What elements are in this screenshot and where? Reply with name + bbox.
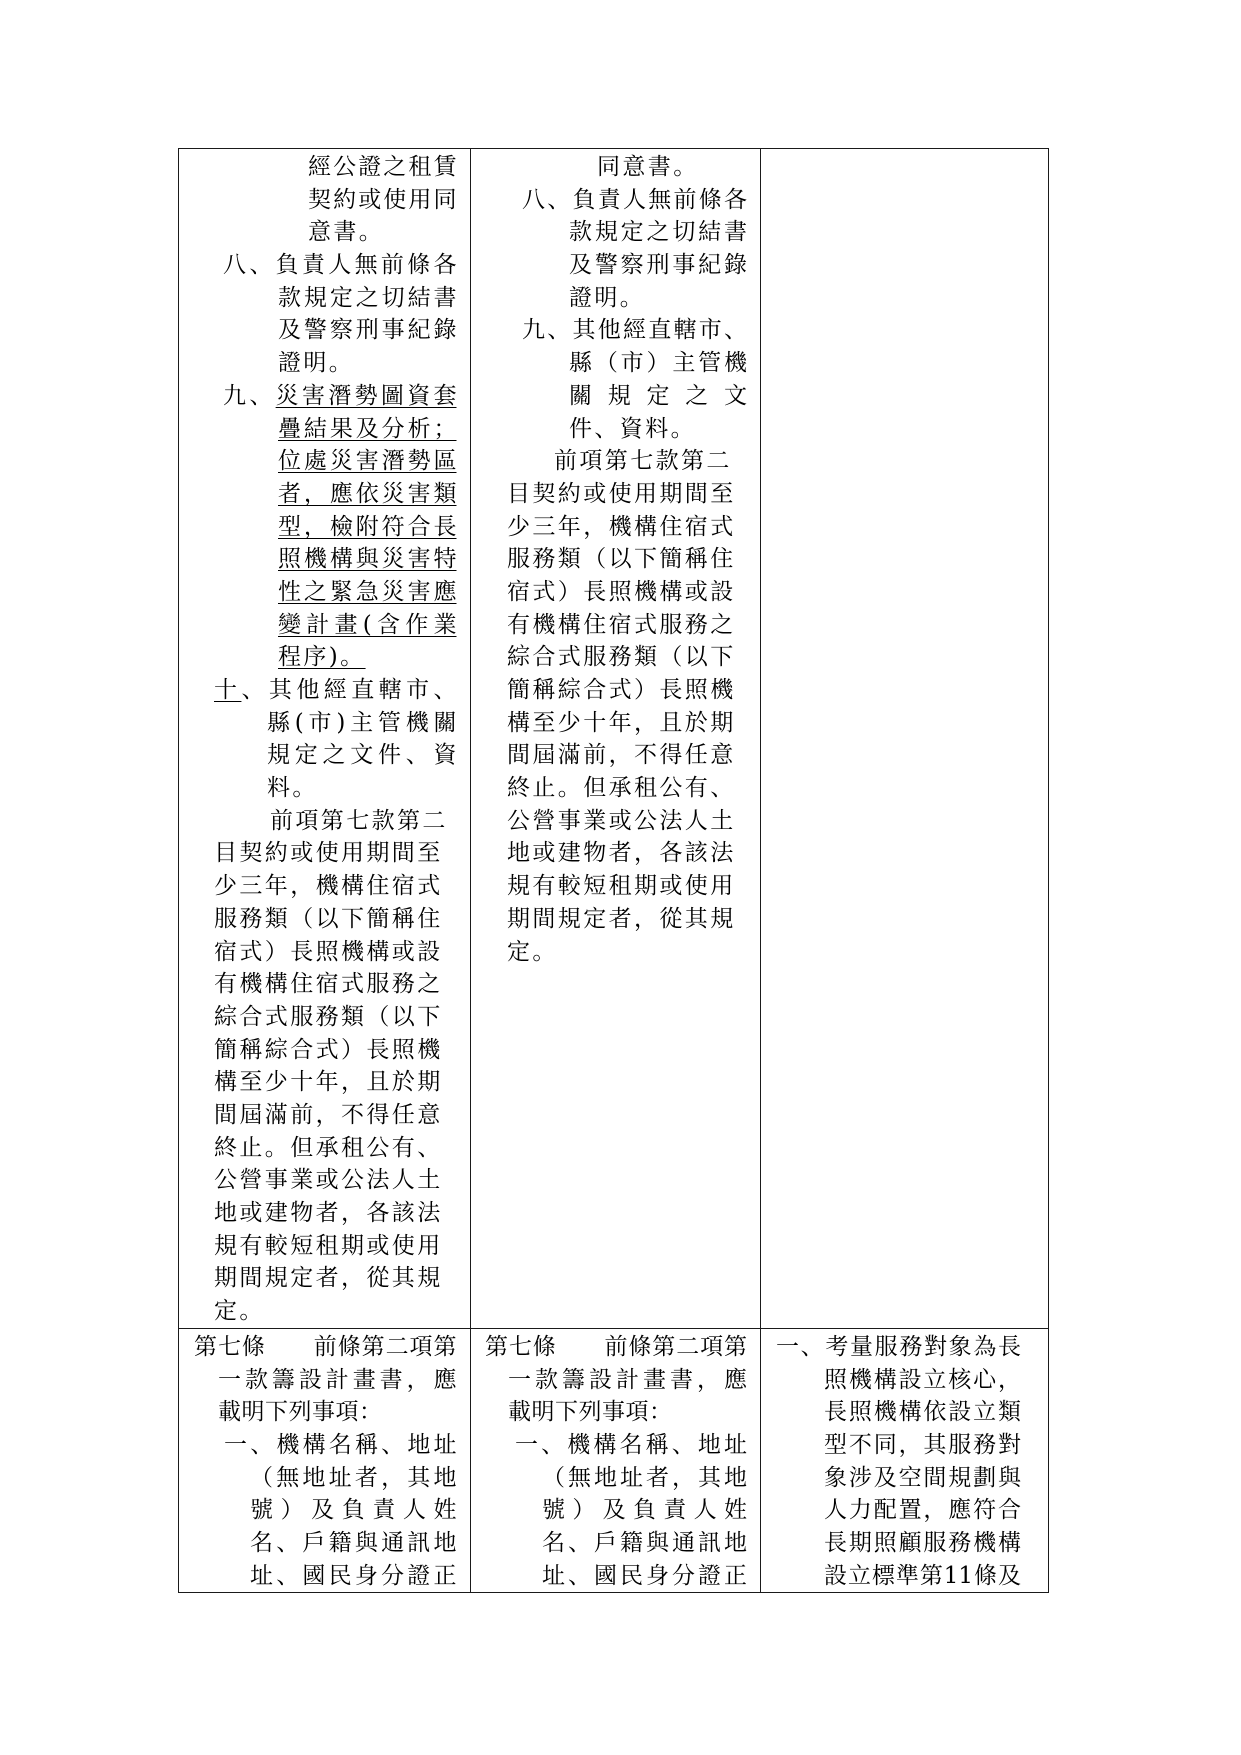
revised-line: 載明下列事項：: [218, 1399, 383, 1426]
explanation-line: 照機構設立核心，: [824, 1366, 1021, 1393]
explanation-line: 人力配置，應符合: [824, 1497, 1021, 1524]
current-line: 八、負責人無前條各: [522, 186, 747, 213]
revised-line: 定。: [214, 1298, 265, 1325]
amended-text: 災害潛勢圖資套: [275, 382, 457, 409]
revised-cell: [178, 1328, 470, 1593]
current-line: 址、國民身分證正: [542, 1562, 747, 1589]
amended-line: 者，應依災害類: [278, 480, 457, 507]
revised-line: 規定之文件、資: [267, 742, 457, 769]
explanation-cell: [760, 1328, 1049, 1593]
current-line: 名、戶籍與通訊地: [542, 1530, 747, 1557]
revised-line: 款規定之切結書: [278, 284, 457, 311]
current-line: 簡稱綜合式）長照機: [507, 677, 736, 703]
revised-line: 及警察刑事紀錄: [278, 317, 457, 344]
revised-line: 少三年，機構住宿式: [214, 873, 443, 900]
revised-line: 公營事業或公法人土: [214, 1167, 443, 1194]
current-line: 載明下列事項：: [508, 1399, 673, 1426]
amended-line: 變計畫(含作業: [278, 611, 457, 638]
current-line: （無地址者，其地: [542, 1464, 747, 1491]
revised-line: 一款籌設計畫書，應: [218, 1366, 457, 1393]
current-line: 證明。: [569, 284, 646, 311]
current-line: 地或建物者，各該法: [507, 840, 736, 867]
current-line: 公營事業或公法人土: [507, 807, 736, 834]
revised-line: 終止。但承租公有、: [214, 1134, 443, 1161]
item-number: 九、: [223, 382, 276, 409]
revised-line: 地或建物者，各該法: [214, 1200, 443, 1226]
amended-line: 程序)。: [278, 644, 366, 671]
current-cell: [470, 1328, 760, 1593]
revised-line: 料。: [267, 775, 318, 802]
explanation-cell: [760, 148, 1049, 1328]
revised-line: [178, 674, 457, 707]
revised-line: 構至少十年，且於期: [214, 1069, 443, 1096]
current-line: 定。: [507, 938, 558, 965]
current-line: 宿式）長照機構或設: [507, 578, 736, 605]
revised-line: 址、國民身分證正: [250, 1562, 457, 1589]
revised-line: 一、機構名稱、地址: [224, 1432, 457, 1459]
amended-line: 型，檢附符合長: [278, 513, 457, 540]
current-line: 一款籌設計畫書，應: [508, 1366, 747, 1393]
revised-line: 規有較短租期或使用: [214, 1232, 443, 1259]
revised-line: （無地址者，其地: [250, 1464, 457, 1491]
revised-line: 服務類（以下簡稱住: [214, 905, 443, 932]
current-line: 期間規定者，從其規: [507, 905, 736, 932]
explanation-line: 一、考量服務對象為長: [776, 1334, 1021, 1360]
current-line: 一、機構名稱、地址: [515, 1432, 747, 1459]
revised-line: 意書。: [308, 219, 385, 246]
current-line: 服務類（以下簡稱住: [507, 546, 736, 573]
article-heading-line: 第七條 前條第二項第: [485, 1334, 747, 1360]
revised-line: [178, 380, 457, 413]
revised-line: 契約或使用同: [308, 186, 457, 213]
revised-line: 縣(市)主管機關: [267, 709, 457, 736]
revised-line: 號）及負責人姓: [250, 1497, 457, 1524]
current-line: 號）及負責人姓: [542, 1497, 747, 1524]
article-heading-line: 第七條 前條第二項第: [194, 1334, 457, 1360]
current-line: 及警察刑事紀錄: [569, 252, 747, 279]
revised-line: 八、負責人無前條各: [223, 252, 457, 279]
revised-line: 宿式）長照機構或設: [214, 938, 443, 965]
revised-line: 期間規定者，從其規: [214, 1265, 443, 1292]
item-text: 、其他經直轄市、: [241, 677, 457, 703]
current-line: 關規定之文: [569, 382, 747, 409]
revised-cell: [178, 148, 470, 1328]
current-line: 同意書。: [597, 154, 699, 180]
revised-line: 證明。: [278, 350, 355, 377]
current-cell: [470, 148, 760, 1328]
revised-line: 間屆滿前，不得任意: [214, 1101, 443, 1128]
revised-line: 經公證之租賃: [308, 154, 457, 180]
current-line: 九、其他經直轄市、: [522, 317, 747, 344]
current-line: 款規定之切結書: [569, 219, 747, 246]
amended-line: 位處災害潛勢區: [278, 448, 457, 475]
revised-line: 前項第七款第二: [270, 807, 448, 834]
explanation-line: 設立標準第11條及: [824, 1562, 1021, 1589]
revised-line: 名、戶籍與通訊地: [250, 1530, 457, 1557]
current-line: 有機構住宿式服務之: [507, 611, 736, 638]
explanation-line: 長期照顧服務機構: [824, 1530, 1021, 1557]
amended-line: 疊結果及分析；: [278, 415, 457, 442]
current-line: 間屆滿前，不得任意: [507, 742, 736, 769]
current-line: 規有較短租期或使用: [507, 873, 736, 900]
explanation-line: 型不同，其服務對: [824, 1432, 1021, 1459]
current-line: 目契約或使用期間至: [507, 480, 736, 507]
current-line: 縣（市）主管機: [569, 350, 747, 377]
amended-line: 照機構與災害特: [278, 546, 457, 573]
current-line: 綜合式服務類（以下: [507, 644, 736, 671]
current-line: 件、資料。: [569, 415, 696, 442]
revised-line: 綜合式服務類（以下: [214, 1003, 443, 1030]
current-line: 前項第七款第二: [554, 448, 732, 475]
current-line: 終止。但承租公有、: [507, 775, 736, 802]
explanation-line: 長照機構依設立類: [824, 1399, 1021, 1426]
current-line: 構至少十年，且於期: [507, 709, 736, 736]
revised-line: 目契約或使用期間至: [214, 840, 443, 867]
explanation-line: 象涉及空間規劃與: [824, 1464, 1021, 1491]
amended-item-number: 十: [214, 677, 242, 703]
revised-line: 有機構住宿式服務之: [214, 971, 443, 998]
revised-line: 簡稱綜合式）長照機: [214, 1036, 443, 1063]
current-line: 少三年，機構住宿式: [507, 513, 736, 540]
amended-line: 性之緊急災害應: [278, 578, 457, 605]
